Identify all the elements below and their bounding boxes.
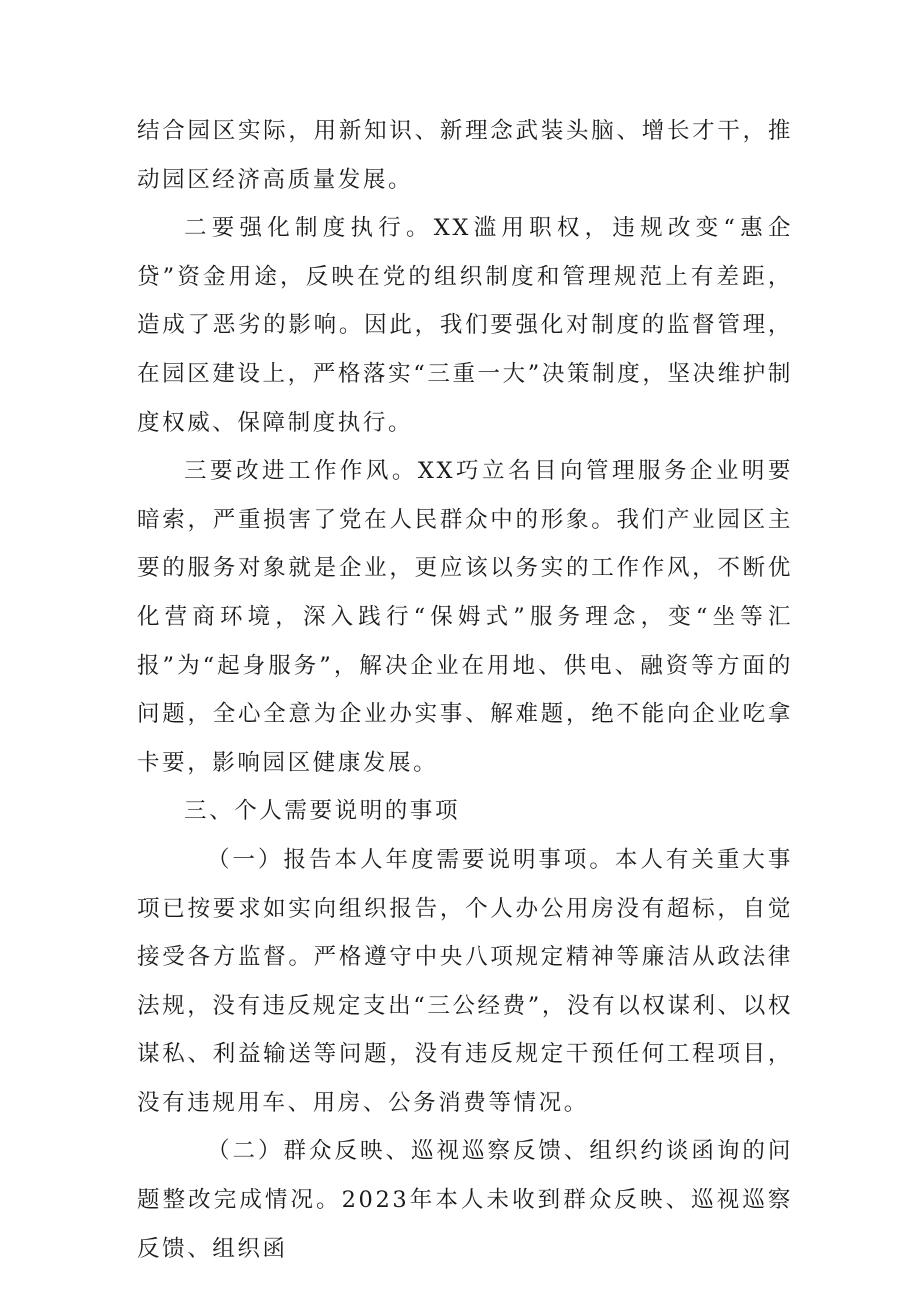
paragraph-annual-report-matters: （一）报告本人年度需要说明事项。本人有关重大事项已按要求如实向组织报告，个人办公用房没有超标，自觉接受各方监督。严格遵守中央八项规定精神等廉洁从政法律法规，没有违反规定支出“三公经费”，没有以权谋利、以权谋私、利益输送等问题，没有违反规定干预任何工程项目，没有违规用车、用房、公务消费等情况。 (137, 846, 793, 1116)
paragraph-rectification-status: （二）群众反映、巡视巡察反馈、组织约谈函询的问题整改完成情况。2023年本人未收到群众反映、巡视巡察反馈、组织函 (137, 1138, 793, 1262)
paragraph-strengthen-system-execution: 二要强化制度执行。XX滥用职权，违规改变“惠企贷”资金用途，反映在党的组织制度和管理规范上有差距，造成了恶劣的影响。因此，我们要强化对制度的监督管理，在园区建设上，严格落实“三重一大”决策制度，坚决维护制度权威、保障制度执行。 (137, 215, 793, 436)
paragraph-improve-work-style: 三要改进工作作风。XX巧立名目向管理服务企业明要暗索，严重损害了党在人民群众中的形象。我们产业园区主要的服务对象就是企业，更应该以务实的工作作风，不断优化营商环境，深入践行“保姆式”服务理念，变“坐等汇报”为“起身服务”，解决企业在用地、供电、融资等方面的问题，全心全意为企业办实事、解难题，绝不能向企业吃拿卡要，影响园区健康发展。 (137, 458, 793, 776)
paragraph-continuation: 结合园区实际，用新知识、新理念武装头脑、增长才干，推动园区经济高质量发展。 (137, 118, 793, 193)
document-body (137, 107, 793, 1273)
section-heading-personal-matters: 三、个人需要说明的事项 (184, 798, 461, 825)
